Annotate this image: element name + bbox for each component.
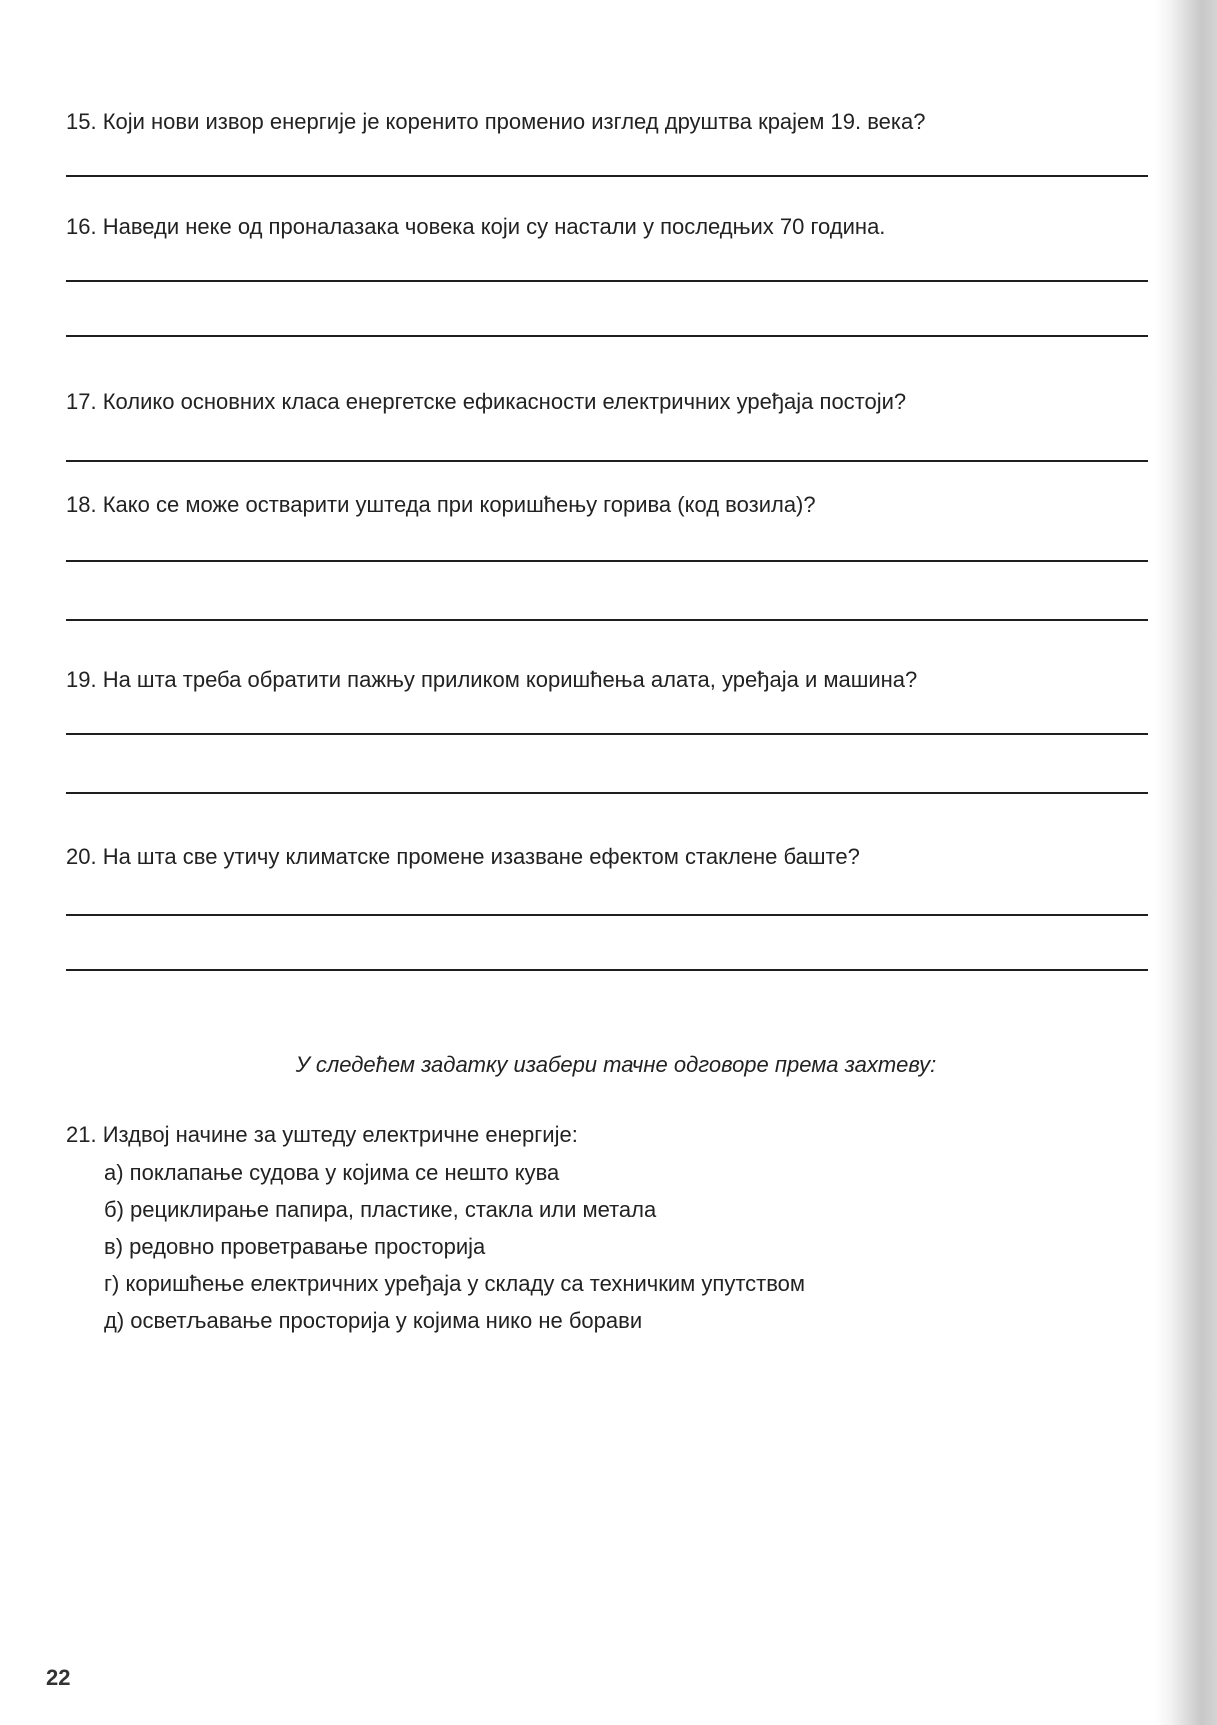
option-b[interactable]: б) рециклирање папира, пластике, стакла или метала xyxy=(104,1197,657,1222)
question-19: 19. На шта треба обратити пажњу приликом коришћења алата, уређаја и машина? xyxy=(66,667,918,692)
question-16: 16. Наведи неке од проналазака човека који су настали у последњих 70 година. xyxy=(66,214,886,239)
question-20: 20. На шта све утичу климатске промене изазване ефектом стаклене баште? xyxy=(66,844,860,869)
answer-line-18-2[interactable] xyxy=(66,619,1148,621)
answer-line-19-1[interactable] xyxy=(66,733,1148,735)
option-g[interactable]: г) коришћење електричних уређаја у складу са техничким упутством xyxy=(104,1271,806,1296)
answer-line-20-2[interactable] xyxy=(66,969,1148,971)
instruction-text: У следећем задатку изабери тачне одговоре према захтеву: xyxy=(295,1052,937,1077)
option-a[interactable]: а) поклапање судова у којима се нешто кува xyxy=(104,1160,560,1185)
question-15: 15. Који нови извор енергије је коренито променио изглед друштва крајем 19. века? xyxy=(66,109,926,134)
answer-line-16-2[interactable] xyxy=(66,335,1148,337)
question-18: 18. Како се може остварити уштеда при коришћењу горива (код возила)? xyxy=(66,492,816,517)
answer-line-20-1[interactable] xyxy=(66,914,1148,916)
answer-line-18-1[interactable] xyxy=(66,560,1148,562)
option-d[interactable]: д) осветљавање просторија у којима нико не борави xyxy=(104,1308,643,1333)
answer-line-17-1[interactable] xyxy=(66,460,1148,462)
answer-line-16-1[interactable] xyxy=(66,280,1148,282)
page-number: 22 xyxy=(46,1665,71,1690)
option-v[interactable]: в) редовно проветравање просторија xyxy=(104,1234,486,1259)
question-17: 17. Колико основних класа енергетске ефикасности електричних уређаја постоји? xyxy=(66,389,907,414)
answer-line-15-1[interactable] xyxy=(66,175,1148,177)
answer-line-19-2[interactable] xyxy=(66,792,1148,794)
question-21: 21. Издвој начине за уштеду електричне енергије: xyxy=(66,1122,578,1147)
page-edge-shadow xyxy=(1155,0,1217,1725)
